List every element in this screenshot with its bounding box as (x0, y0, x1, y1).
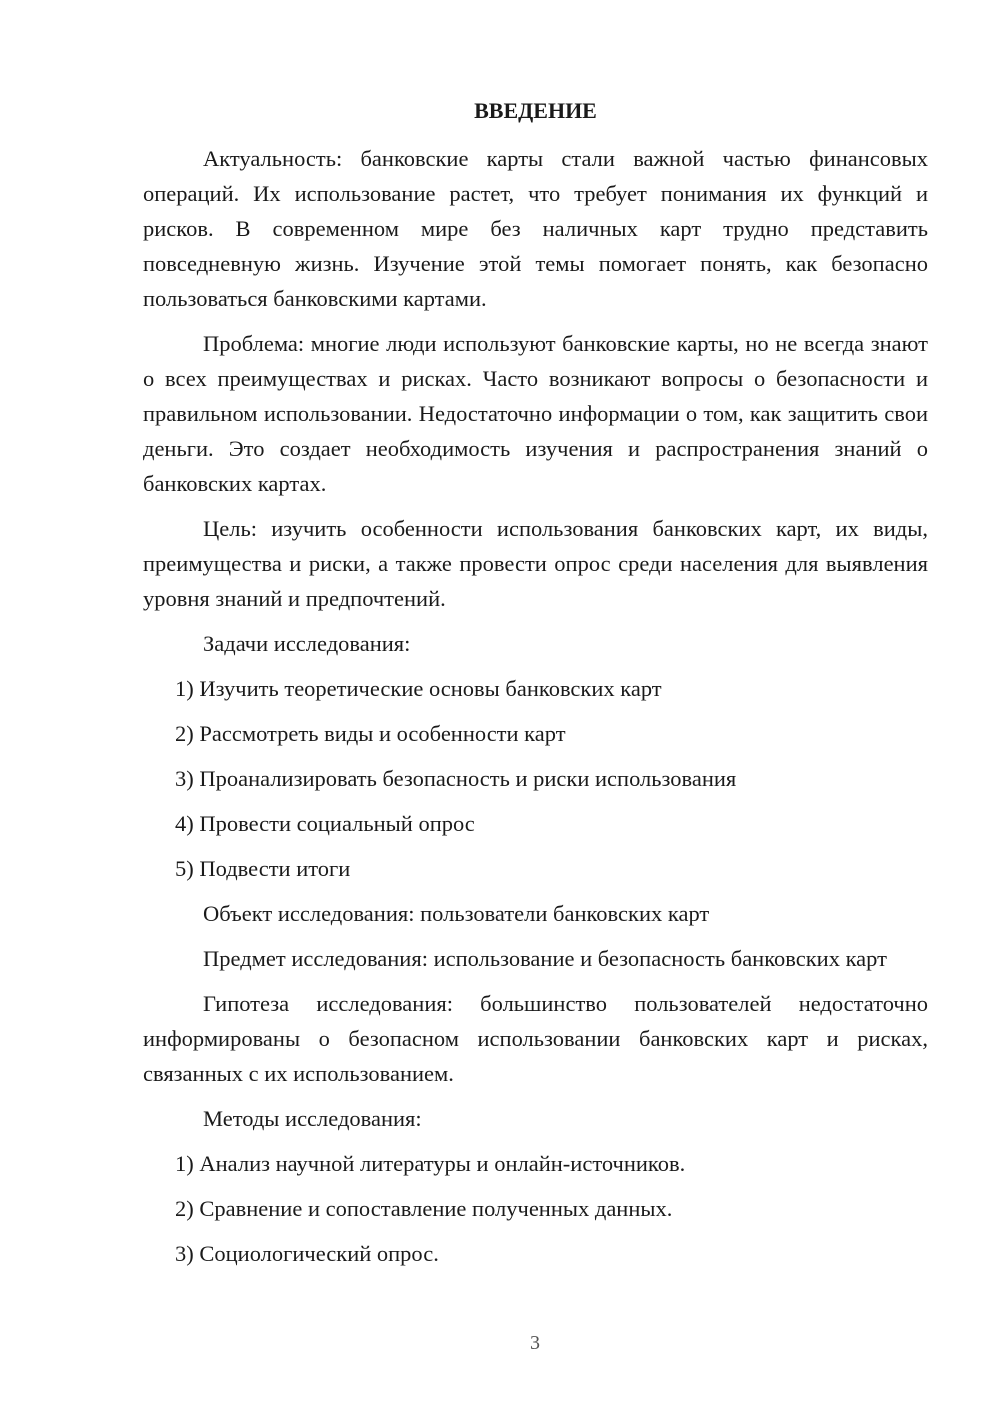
list-item: 1) Изучить теоретические основы банковских карт (175, 676, 662, 701)
tasks-list (143, 671, 928, 886)
list-item: 3) Социологический опрос. (175, 1241, 439, 1266)
list-item: 5) Подвести итоги (175, 856, 351, 881)
list-item: 3) Проанализировать безопасность и риски использования (175, 766, 737, 791)
paragraph-hypothesis: Гипотеза исследования: большинство пользователей недостаточно информированы о безопасном использовании банковских карт и рисках, связанных с их использованием. (143, 991, 928, 1086)
paragraph-goal: Цель: изучить особенности использования банковских карт, их виды, преимущества и риски, а также провести опрос среди населения для выявления уровня знаний и предпочтений. (143, 516, 928, 611)
list-item: 2) Сравнение и сопоставление полученных данных. (175, 1196, 673, 1221)
paragraph-problem: Проблема: многие люди используют банковские карты, но не всегда знают о всех преимуществах и рисках. Часто возникают вопросы о безопасности и правильном использовании. Недостаточно информации о том, как защитить свои деньги. Это создает необходимость изучения и распространения знаний о банковских картах. (143, 331, 928, 496)
document-body (143, 93, 928, 1281)
paragraph-subject: Предмет исследования: использование и безопасность банковских карт (203, 946, 887, 971)
list-item: 2) Рассмотреть виды и особенности карт (175, 721, 566, 746)
paragraph-relevance: Актуальность: банковские карты стали важной частью финансовых операций. Их использование растет, что требует понимания их функций и рисков. В современном мире без наличных карт трудно представить повседневную жизнь. Изучение этой темы помогает понять, как безопасно пользоваться банковскими картами. (143, 146, 928, 311)
page-title: ВВЕДЕНИЕ (474, 98, 597, 123)
list-item: 1) Анализ научной литературы и онлайн-источников. (175, 1151, 686, 1176)
page-number: 3 (530, 1332, 540, 1354)
methods-list (143, 1146, 928, 1271)
list-item: 4) Провести социальный опрос (175, 811, 475, 836)
methods-heading: Методы исследования: (203, 1106, 422, 1131)
tasks-heading: Задачи исследования: (203, 631, 411, 656)
paragraph-object: Объект исследования: пользователи банковских карт (203, 901, 710, 926)
